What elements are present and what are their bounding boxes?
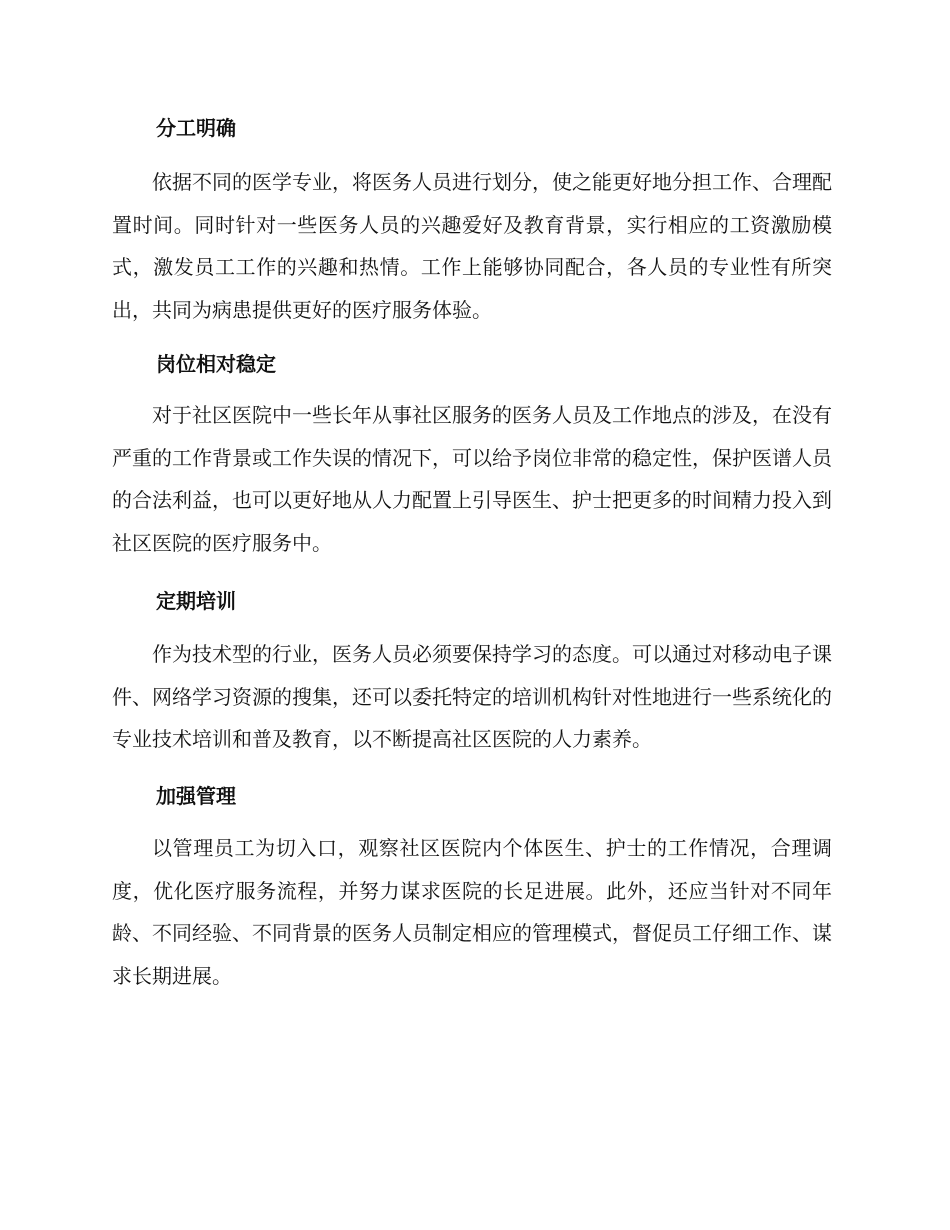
section-heading-strengthen-management: 加强管理 [156, 784, 236, 808]
section-heading-job-stability: 岗位相对稳定 [156, 352, 276, 376]
section-heading-division-of-labor: 分工明确 [156, 116, 236, 140]
section-paragraph-division-of-labor: 依据不同的医学专业，将医务人员进行划分，使之能更好地分担工作、合理配置时间。同时针对一些医务人员的兴趣爱好及教育背景，实行相应的工资激励模式，激发员工工作的兴趣和热情。工作上能够协同配合，各人员的专业性有所突出，共同为病患提供更好的医疗服务体验。 [112, 170, 832, 322]
section-paragraph-strengthen-management: 以管理员工为切入口，观察社区医院内个体医生、护士的工作情况，合理调度，优化医疗服务流程，并努力谋求医院的长足进展。此外，还应当针对不同年龄、不同经验、不同背景的医务人员制定相应的管理模式，督促员工仔细工作、谋求长期进展。 [112, 836, 832, 988]
section-heading-regular-training: 定期培训 [156, 589, 236, 613]
section-paragraph-job-stability: 对于社区医院中一些长年从事社区服务的医务人员及工作地点的涉及，在没有严重的工作背景或工作失误的情况下，可以给予岗位非常的稳定性，保护医谱人员的合法利益，也可以更好地从人力配置上引导医生、护士把更多的时间精力投入到社区医院的医疗服务中。 [112, 403, 832, 555]
section-paragraph-regular-training: 作为技术型的行业，医务人员必须要保持学习的态度。可以通过对移动电子课件、网络学习资源的搜集，还可以委托特定的培训机构针对性地进行一些系统化的专业技术培训和普及教育，以不断提高社区医院的人力素养。 [112, 642, 832, 751]
